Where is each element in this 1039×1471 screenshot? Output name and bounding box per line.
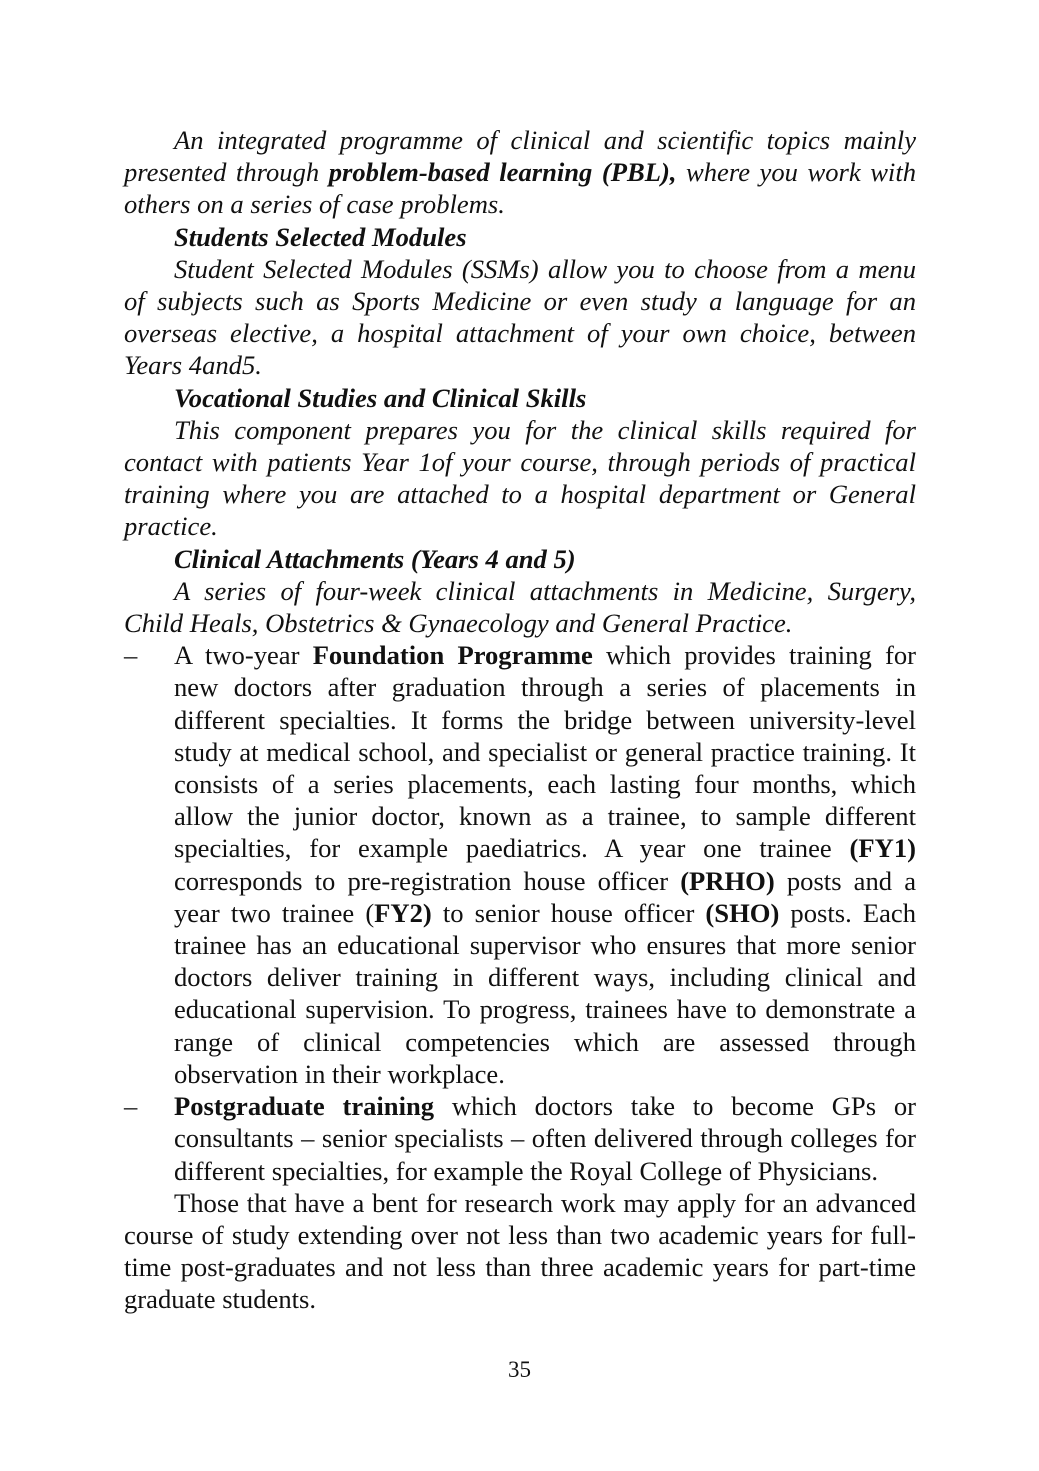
page-body [124,124,916,1316]
intro-text-2: where you work with others on a series of case problems. [124,157,917,220]
intro-paragraph [124,124,916,221]
intro-pbl-term: problem-based learning (PBL), [328,157,677,188]
closing-paragraph: Those that have a bent for research work may apply for an advanced course of study extending over not less than two academic years for full-time post-graduates and not less than three academic years for part-time graduate students. [124,1187,916,1315]
postgraduate-text: which doctors take to become GPs or consultants – senior specialists – often delivered through colleges for different specialties, for example the Royal College of Physicians. [174,1091,916,1186]
intro-text-1: An integrated programme of clinical and scientific topics mainly presented through [124,125,916,188]
fy2-term: FY2) [374,897,432,928]
fy1-term: (FY1) [849,833,916,864]
list-dash: – [124,640,138,671]
foundation-text: to senior house officer [431,897,706,928]
foundation-text: posts and a year two trainee ( [174,865,917,928]
foundation-text: corresponds to pre-registration house officer [174,865,681,896]
sho-term: (SHO) [705,897,780,928]
clinical-heading: Clinical Attachments (Years 4 and 5) [174,543,576,574]
prho-term: (PRHO) [680,865,775,896]
list-dash: – [124,1091,138,1122]
foundation-term: Foundation Programme [312,640,593,671]
foundation-text: posts. Each trainee has an educational supervisor who ensures that more senior doctors deliver training in different ways, including clinical and educational supervision. To progress, trainees have to demonstrate a range of clinical competencies which are assessed through observation in their workplace. [174,897,916,1089]
ssm-heading: Students Selected Modules [174,221,467,252]
vocational-paragraph: This component prepares you for the clinical skills required for contact with patients Year 1of your course, through periods of practical training where you are attached to a hospital department or General practice. [124,414,916,542]
list-item [124,639,916,1090]
ssm-paragraph: Student Selected Modules (SSMs) allow you to choose from a menu of subjects such as Sports Medicine or even study a language for an overseas elective, a hospital attachment of your own choice, between Years 4and5. [124,253,916,381]
list-item [124,1090,916,1187]
page-number: 35 [508,1357,531,1382]
foundation-text: which provides training for new doctors after graduation through a series of placements in different specialties. It forms the bridge between university-level study at medical school, and specialist or general practice training. It consists of a series placements, each lasting four months, which allow the junior doctor, known as a trainee, to sample different specialties, for example paediatrics. A year one trainee [174,640,916,864]
vocational-heading: Vocational Studies and Clinical Skills [174,382,587,413]
postgraduate-term: Postgraduate training [174,1091,435,1122]
clinical-paragraph: A series of four-week clinical attachments in Medicine, Surgery, Child Heals, Obstetrics & Gynaecology and General Practice. [124,575,916,639]
foundation-text: A two-year [174,640,313,671]
